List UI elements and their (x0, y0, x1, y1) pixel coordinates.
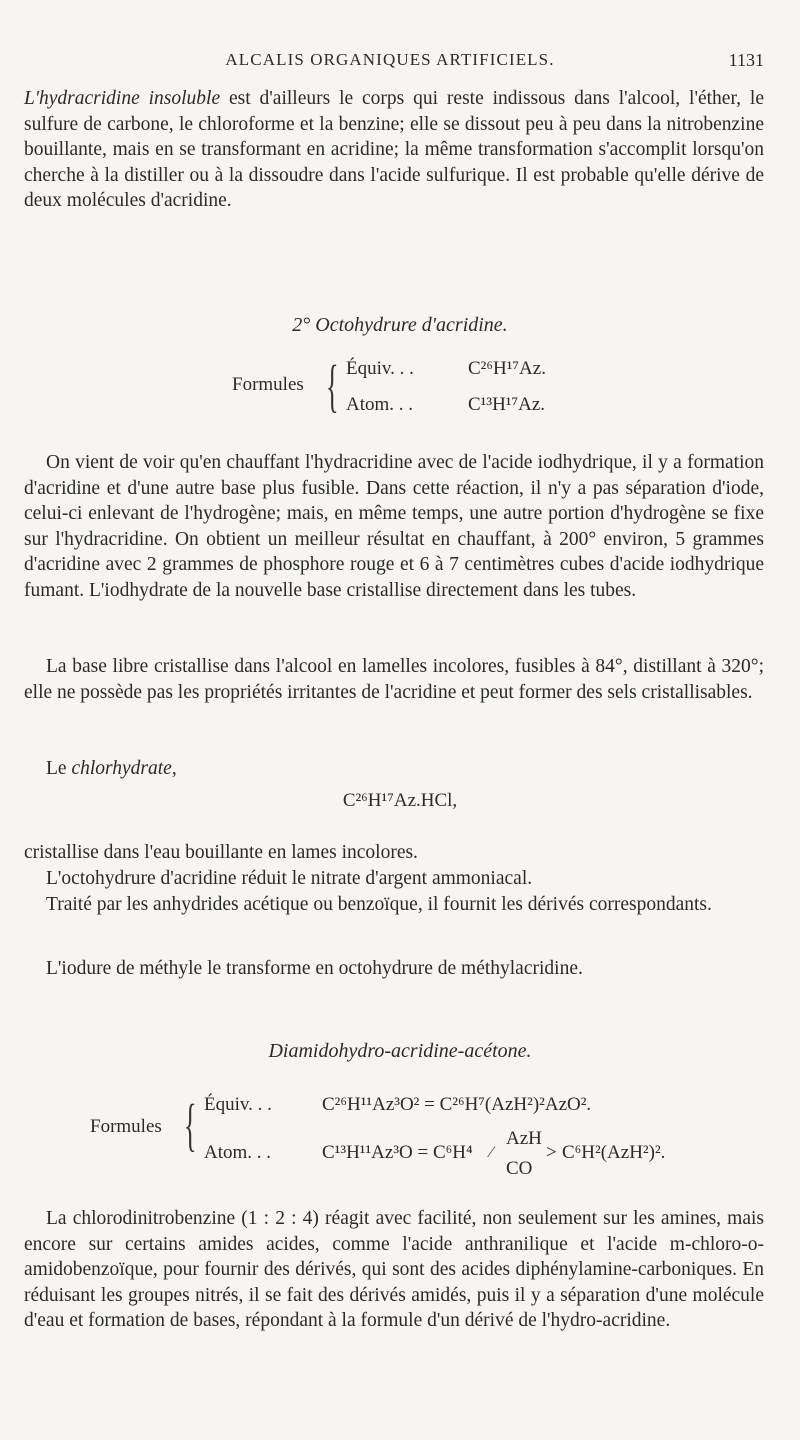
bond-bracket-right: > (546, 1142, 557, 1163)
formulas-label: Formules (90, 1116, 162, 1137)
paragraph-text: est d'ailleurs le corps qui reste indissous dans l'alcool, l'éther, le sulfure de carbone, le chloroforme et la benzine; elle se dissout peu à peu dans la nitrobenzine bouillante, mais en se transformant en acridine; la même transformation s'accomplit lorsqu'on cherche à la distiller ou à la dissoudre dans l'acide sulfurique. Il est probable qu'elle dérive de deux molécules d'acridine. (24, 88, 764, 212)
lead-text: Le (46, 758, 72, 779)
chlorhydrate-formula: C²⁶H¹⁷Az.HCl, (342, 790, 458, 811)
group-top: AzH (506, 1128, 542, 1149)
atom-formula: C¹³H¹⁷Az. (468, 394, 546, 415)
equiv-label: Équiv. . . (204, 1094, 272, 1115)
paragraph-chlorodinitrobenzine: La chlorodinitrobenzine (1 : 2 : 4) réagit avec facilité, non seulement sur les amines, mais encore sur certains amides acides, comme l'acide anthranilique et l'acide m-chloro-o-amidobenzoïque, pour fournir des dérivés, qui sont des acides diphénylamine-carboniques. En réduisant les groupes nitrés, il se fait des dérivés amidés, puis il y a séparation d'une molécule d'eau et formation de bases, répondant à la formule d'un dérivé de l'hydro-acridine. (24, 1208, 764, 1332)
brace-symbol: { (184, 1092, 197, 1157)
paragraph-preparation: On vient de voir qu'en chauffant l'hydracridine avec de l'acide iodhydrique, il y a formation d'acridine et d'une autre base plus fusible. Dans cette réaction, il n'y a pas séparation d'iode, celui-ci enlevant de l'hydrogène; mais, en même temps, une autre portion d'hydrogène se fixe sur l'hydracridine. On obtient un meilleur résultat en chauffant, à 200° environ, 5 grammes d'acridine avec 2 grammes de phosphore rouge et 6 à 7 centimètres cubes d'acide iodhydrique fumant. L'iodhydrate de la nouvelle base cristallise directement dans les tubes. (24, 452, 764, 601)
section-heading-diamidohydro: Diamidohydro-acridine-acétone. (268, 1040, 532, 1062)
brace-symbol: { (326, 353, 339, 418)
paragraph-base-libre: La base libre cristallise dans l'alcool en lamelles incolores, fusibles à 84°, distillant à 320°; elle ne possède pas les propriétés irritantes de l'acridine et peut former des sels cristallisables. (24, 656, 764, 703)
formula-block-diamidohydro (90, 1090, 730, 1179)
atom-label: Atom. . . (346, 394, 414, 415)
running-title: ALCALIS ORGANIQUES ARTIFICIELS. (225, 50, 555, 69)
atom-label: Atom. . . (204, 1142, 272, 1163)
equiv-formula: C²⁶H¹⁷Az. (468, 358, 546, 379)
equiv-formula: C²⁶H¹¹Az³O² = C²⁶H⁷(AzH²)²AzO². (322, 1094, 592, 1115)
running-head (0, 50, 800, 74)
equiv-label: Équiv. . . (346, 358, 414, 379)
italic-chlorhydrate: chlorhydrate, (71, 758, 177, 779)
section-heading-octohydrure: 2° Octohydrure d'acridine. (292, 314, 508, 336)
atom-formula-right: C⁶H²(AzH²)². (562, 1142, 666, 1163)
formula-block-octohydrure (232, 353, 592, 418)
atom-formula-left: C¹³H¹¹Az³O = C⁶H⁴ (322, 1142, 473, 1163)
paragraph-reduit-nitrate: L'octohydrure d'acridine réduit le nitrate d'argent ammoniacal. (46, 868, 533, 889)
paragraph-iodure-methyle: L'iodure de méthyle le transforme en octohydrure de méthylacridine. (46, 958, 583, 979)
bond-slash-left: ⁄ (490, 1144, 493, 1161)
paragraph-cristallise: cristallise dans l'eau bouillante en lames incolores. (24, 842, 418, 863)
group-bottom: CO (506, 1158, 533, 1179)
paragraph-hydracridine-insoluble (24, 86, 764, 214)
paragraph-chlorhydrate-lead (24, 756, 764, 782)
page-number: 1131 (728, 50, 764, 70)
paragraph-anhydrides: Traité par les anhydrides acétique ou benzoïque, il fournit les dérivés correspondants. (46, 894, 712, 915)
formulas-label: Formules (232, 374, 304, 395)
italic-lead: L'hydracridine insoluble (24, 88, 221, 109)
